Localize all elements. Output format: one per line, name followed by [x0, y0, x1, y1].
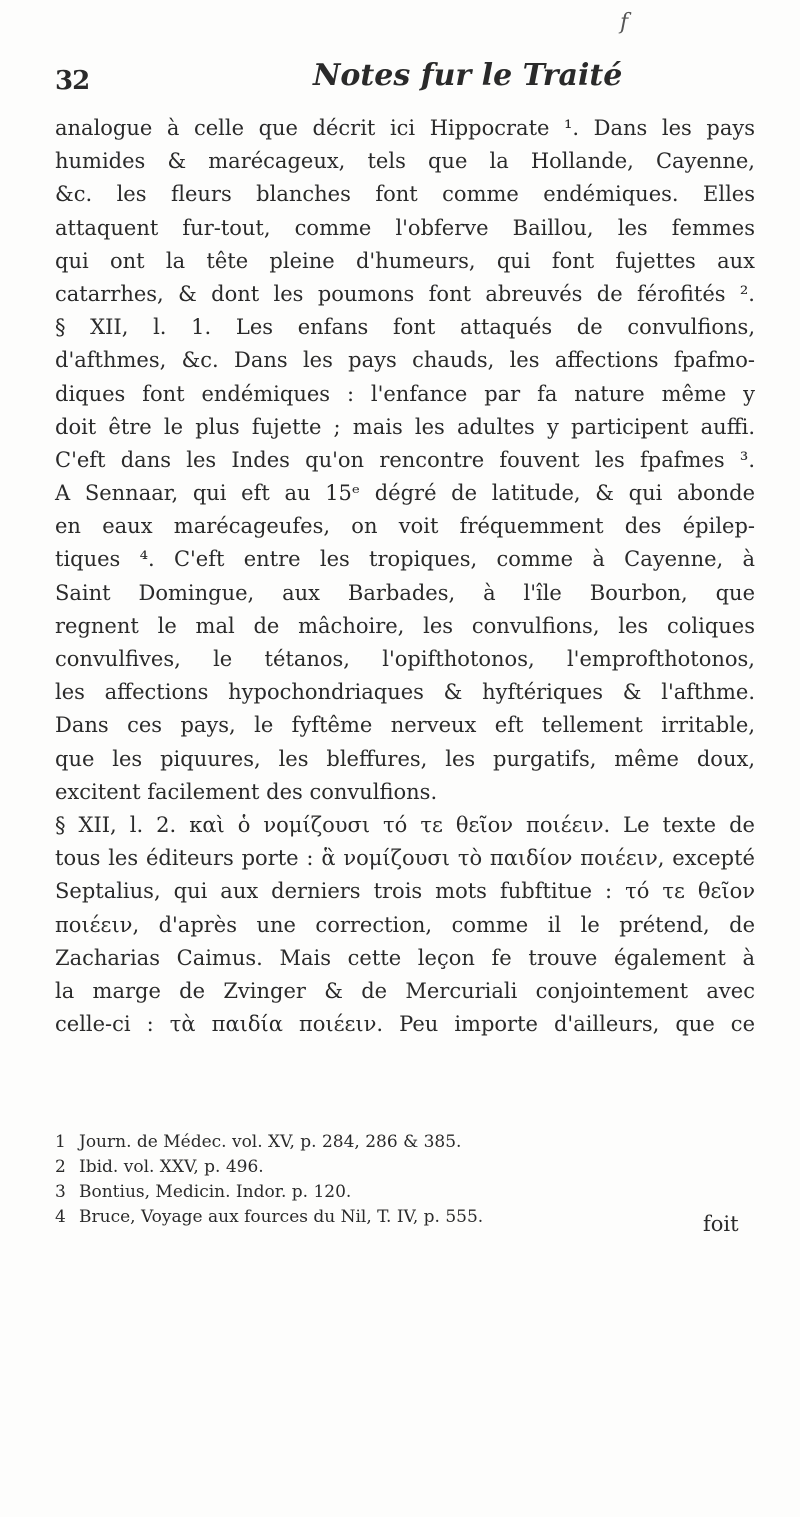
footnote-text: Bruce, Voyage aux fources du Nil, T. IV, p. 555. [79, 1207, 484, 1227]
footnote [55, 1180, 755, 1205]
page-number: 32 [55, 66, 90, 96]
text-line: catarrhes, & dont les poumons font abreuvés de férofités ². [55, 281, 755, 306]
footnote-number: 2 [55, 1157, 66, 1177]
running-title: Notes fur le Traité [313, 58, 623, 93]
text-line: ποιέειν, d'après une correction, comme il le prétend, de [55, 912, 755, 937]
text-line: excitent facilement des convulfions. [55, 779, 438, 804]
text-line: les affections hypochondriaques & hyftériques & l'afthme. [55, 680, 755, 705]
text-line: § XII, l. 1. Les enfans font attaqués de convulfions, [55, 315, 755, 340]
footnote [55, 1205, 755, 1230]
text-line: tous les éditeurs porte : ἃ νομίζουσι τὸ παιδίον ποιέειν, excepté [55, 846, 755, 871]
text-line: en eaux marécageufes, on voit fréquemment des épilep- [55, 514, 755, 539]
text-line: Septalius, qui aux derniers trois mots fubftitue : τό τε θεῖον [55, 879, 755, 904]
text-line: attaquent fur-tout, comme l'obferve Baillou, les femmes [55, 215, 755, 240]
margin-mark: f [620, 10, 629, 35]
footnote-number: 1 [55, 1132, 66, 1152]
text-line: que les piquures, les bleffures, les purgatifs, même doux, [55, 746, 755, 771]
text-line: regnent le mal de mâchoire, les convulfions, les coliques [55, 613, 755, 638]
text-line: doit être le plus fujette ; mais les adultes y participent auffi. [55, 414, 755, 439]
footnote [55, 1155, 755, 1180]
text-line: d'afthmes, &c. Dans les pays chauds, les affections fpafmo- [55, 348, 755, 373]
text-line: A Sennaar, qui eft au 15ᵉ dégré de latitude, & qui abonde [55, 481, 755, 506]
text-line: C'eft dans les Indes qu'on rencontre fouvent les fpafmes ³. [55, 447, 755, 472]
text-line: qui ont la tête pleine d'humeurs, qui font fujettes aux [55, 248, 755, 273]
text-line: convulfives, le tétanos, l'opifthotonos, l'emprofthotonos, [55, 647, 755, 671]
text-line: analogue à celle que décrit ici Hippocrate ¹. Dans les pays [55, 116, 755, 140]
footnote [55, 1130, 755, 1155]
text-line: humides & marécageux, tels que la Hollande, Cayenne, [55, 149, 755, 174]
footnotes [55, 1130, 755, 1230]
main-text [55, 112, 755, 1041]
text-line: diques font endémiques : l'enfance par fa nature même y [55, 381, 755, 406]
footnote-number: 4 [55, 1207, 66, 1227]
text-line: Dans ces pays, le fyftême nerveux eft tellement irritable, [55, 713, 755, 738]
text-line: § XII, l. 2. καὶ ὁ νομίζουσι τό τε θεῖον ποιέειν. Le texte de [55, 812, 755, 837]
text-line: Saint Domingue, aux Barbades, à l'île Bourbon, que [55, 580, 755, 605]
text-line: tiques ⁴. C'eft entre les tropiques, comme à Cayenne, à [55, 547, 755, 572]
footnote-text: Bontius, Medicin. Indor. p. 120. [79, 1182, 352, 1202]
footnote-number: 3 [55, 1182, 66, 1202]
catchword: foit [703, 1212, 739, 1236]
text-line: celle-ci : τὰ παιδία ποιέειν. Peu importe d'ailleurs, que ce [55, 1012, 755, 1037]
footnote-text: Journ. de Médec. vol. XV, p. 284, 286 & 385. [79, 1132, 462, 1152]
footnote-text: Ibid. vol. XXV, p. 496. [79, 1157, 264, 1177]
text-line: &c. les fleurs blanches font comme endémiques. Elles [55, 182, 755, 207]
text-line: Zacharias Caimus. Mais cette leçon fe trouve également à [55, 945, 755, 970]
page-header [55, 58, 755, 98]
text-line: la marge de Zvinger & de Mercuriali conjointement avec [55, 978, 755, 1003]
